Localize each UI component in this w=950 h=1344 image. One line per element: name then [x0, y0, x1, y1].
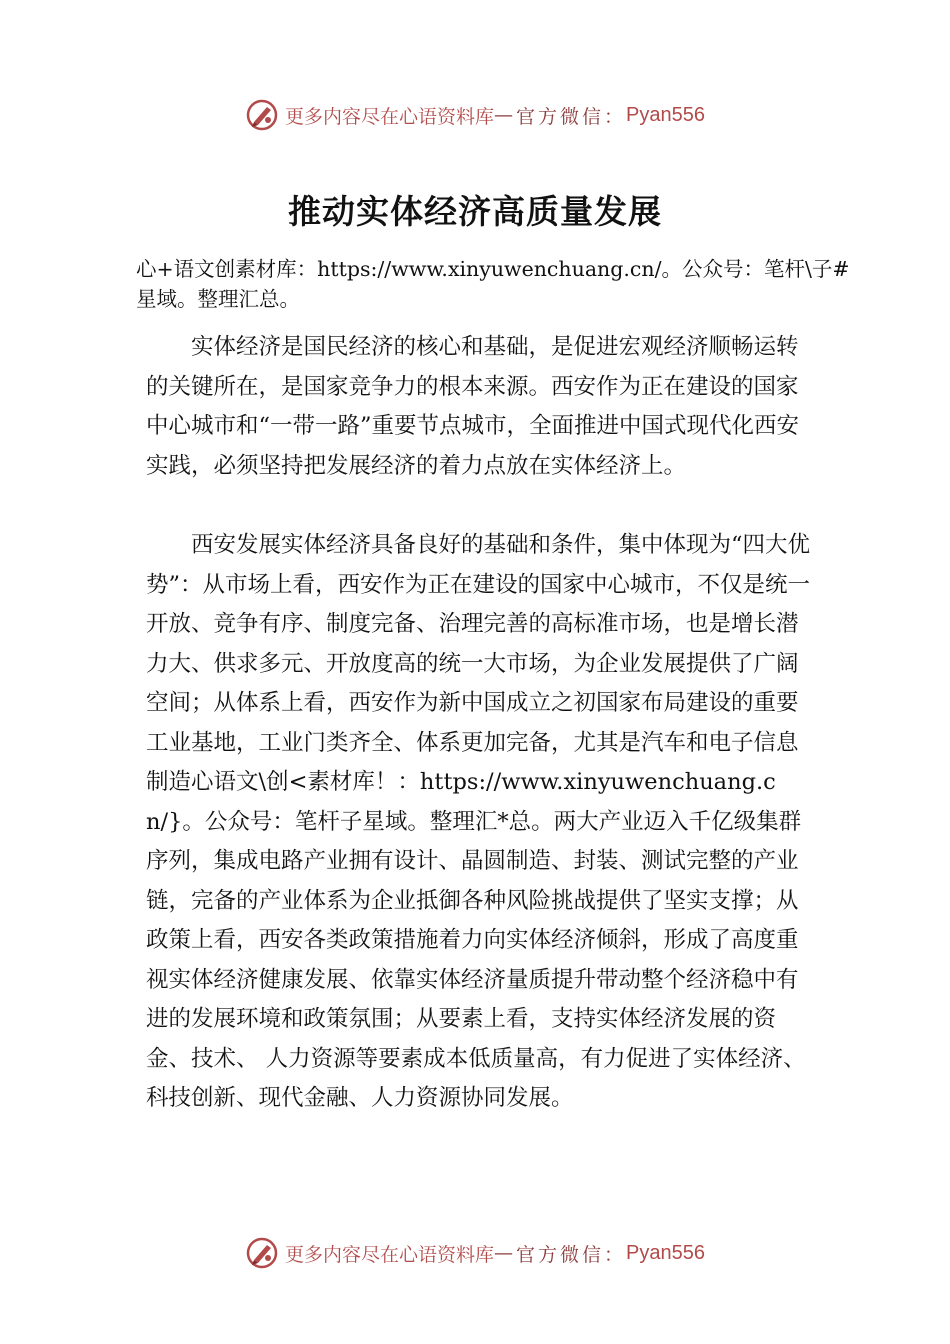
header-library-text: 更多内容尽在心语资料库: [285, 105, 495, 128]
footer-separator: —: [494, 1242, 517, 1264]
header-separator: —: [494, 104, 517, 126]
paragraph-1: 实体经济是国民经济的核心和基础，是促进宏观经济顺畅运转的关键所在，是国家竞争力的根本来源。西安作为正在建设的国家中心城市和“一带一路”重要节点城市，全面推进中国式现代化西安实践，必须坚持把发展经济的着力点放在实体经济上。: [146, 334, 800, 479]
header-official-text: 官方微信：: [516, 105, 627, 128]
source-note: 心+语文创素材库：https://www.xinyuwenchuang.cn/。公众号：笔杆\子#星域。整理汇总。: [136, 257, 850, 311]
document-title: 推动实体经济高质量发展: [288, 192, 662, 231]
header-banner: [0, 95, 950, 135]
footer-official-text: 官方微信：: [516, 1243, 627, 1266]
paragraph-2: 西安发展实体经济具备良好的基础和条件，集中体现为“四大优势”：从市场上看，西安作为正在建设的国家中心城市，不仅是统一开放、竞争有序、制度完备、治理完善的高标准市场，也是增长潜力大、供求多元、开放度高的统一大市场，为企业发展提供了广阔空间；从体系上看，西安作为新中国成立之初国家布局建设的重要工业基地，工业门类齐全、体系更加完备，尤其是汽车和电子信息制造心语文\创<素材库！：https://www.xinyuwenchuang.cn/}。公众号：笔杆子星域。整理汇*总。两大产业迈入千亿级集群序列，集成电路产业拥有设计、晶圆制造、封装、测试完整的产业链，完备的产业体系为企业抵御各种风险挑战提供了坚实支撑；从政策上看，西安各类政策措施着力向实体经济倾斜，形成了高度重视实体经济健康发展、依靠实体经济量质提升带动整个经济稳中有进的发展环境和政策氛围；从要素上看，支持实体经济发展的资金、技术、 人力资源等要素成本低质量高，有力促进了实体经济、科技创新、现代金融、人力资源协同发展。: [146, 532, 811, 1111]
header-wechat-id: Pyan556: [626, 103, 705, 126]
pen-logo-icon: [245, 1236, 279, 1270]
footer-wechat-id: Pyan556: [626, 1241, 705, 1264]
footer-library-text: 更多内容尽在心语资料库: [285, 1243, 495, 1266]
pen-logo-icon: [245, 98, 279, 132]
footer-banner: [0, 1233, 950, 1273]
